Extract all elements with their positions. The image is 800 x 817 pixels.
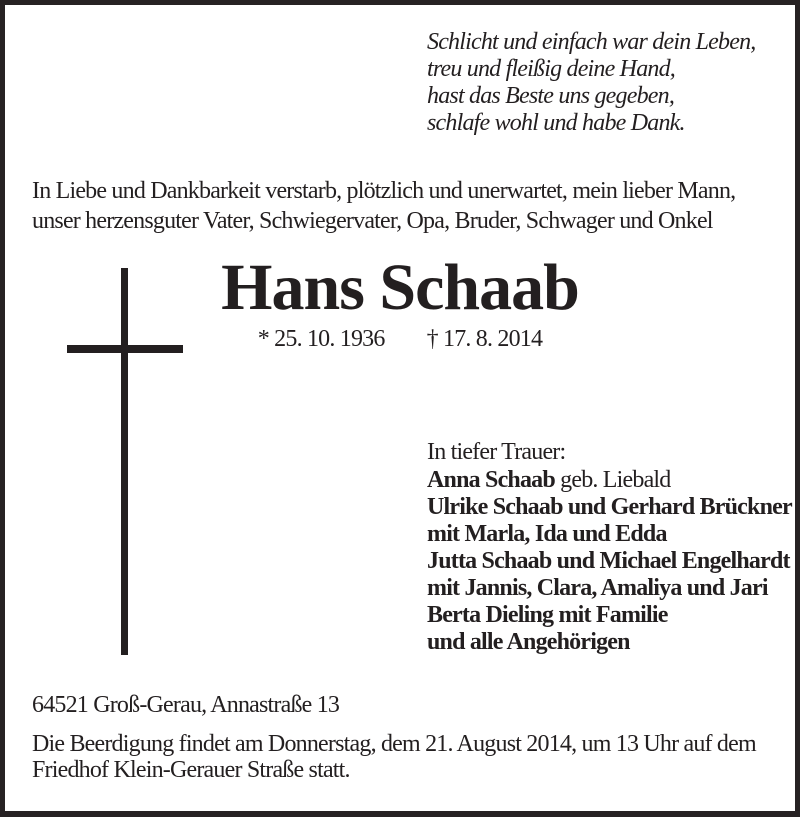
- mourner-line: [427, 548, 792, 575]
- mourner-line: [427, 602, 792, 629]
- poem-line: schlafe wohl und habe Dank.: [427, 110, 685, 136]
- mourner-suffix: geb. Liebald: [554, 467, 671, 493]
- mourning-section: [427, 439, 792, 656]
- intro-text: [32, 176, 735, 236]
- address: 64521 Groß-Gerau, Annastraße 13: [32, 692, 340, 718]
- mourner-line: [427, 494, 792, 521]
- mourner-list: [427, 467, 792, 656]
- mourner-name: mit Jannis, Clara, Amaliya und Jari: [427, 575, 768, 601]
- mourner-line: [427, 467, 792, 494]
- mourner-name: Jutta Schaab und Michael Engelhardt: [427, 548, 790, 574]
- mourner-name: Anna Schaab: [427, 467, 555, 493]
- funeral-info: [32, 731, 756, 783]
- mourner-name: mit Marla, Ida und Edda: [427, 521, 667, 547]
- mourner-name: Berta Dieling mit Familie: [427, 602, 668, 628]
- mourner-line: [427, 575, 792, 602]
- birth-date: * 25. 10. 1936: [257, 326, 385, 352]
- mourner-line: [427, 521, 792, 548]
- deceased-name: Hans Schaab: [221, 251, 579, 324]
- mourner-name: und alle Angehörigen: [427, 629, 630, 655]
- life-dates: [5, 326, 795, 353]
- poem: [427, 29, 755, 137]
- poem-line: hast das Beste uns gegeben,: [427, 83, 675, 109]
- poem-line: treu und fleißig deine Hand,: [427, 56, 675, 82]
- funeral-line: Die Beerdigung findet am Donnerstag, dem 21. August 2014, um 13 Uhr auf dem: [32, 731, 756, 757]
- obituary-content: [5, 5, 795, 811]
- mourner-line: [427, 629, 792, 656]
- poem-line: Schlicht und einfach war dein Leben,: [427, 29, 756, 55]
- funeral-line: Friedhof Klein-Gerauer Straße statt.: [32, 757, 350, 783]
- death-date: † 17. 8. 2014: [426, 326, 543, 352]
- intro-line: unser herzensguter Vater, Schwiegervater, Opa, Bruder, Schwager und Onkel: [32, 208, 713, 234]
- mourning-header: In tiefer Trauer:: [427, 439, 566, 465]
- mourner-name: Ulrike Schaab und Gerhard Brückner: [427, 494, 792, 520]
- intro-line: In Liebe und Dankbarkeit verstarb, plötzlich und unerwartet, mein lieber Mann,: [32, 178, 736, 204]
